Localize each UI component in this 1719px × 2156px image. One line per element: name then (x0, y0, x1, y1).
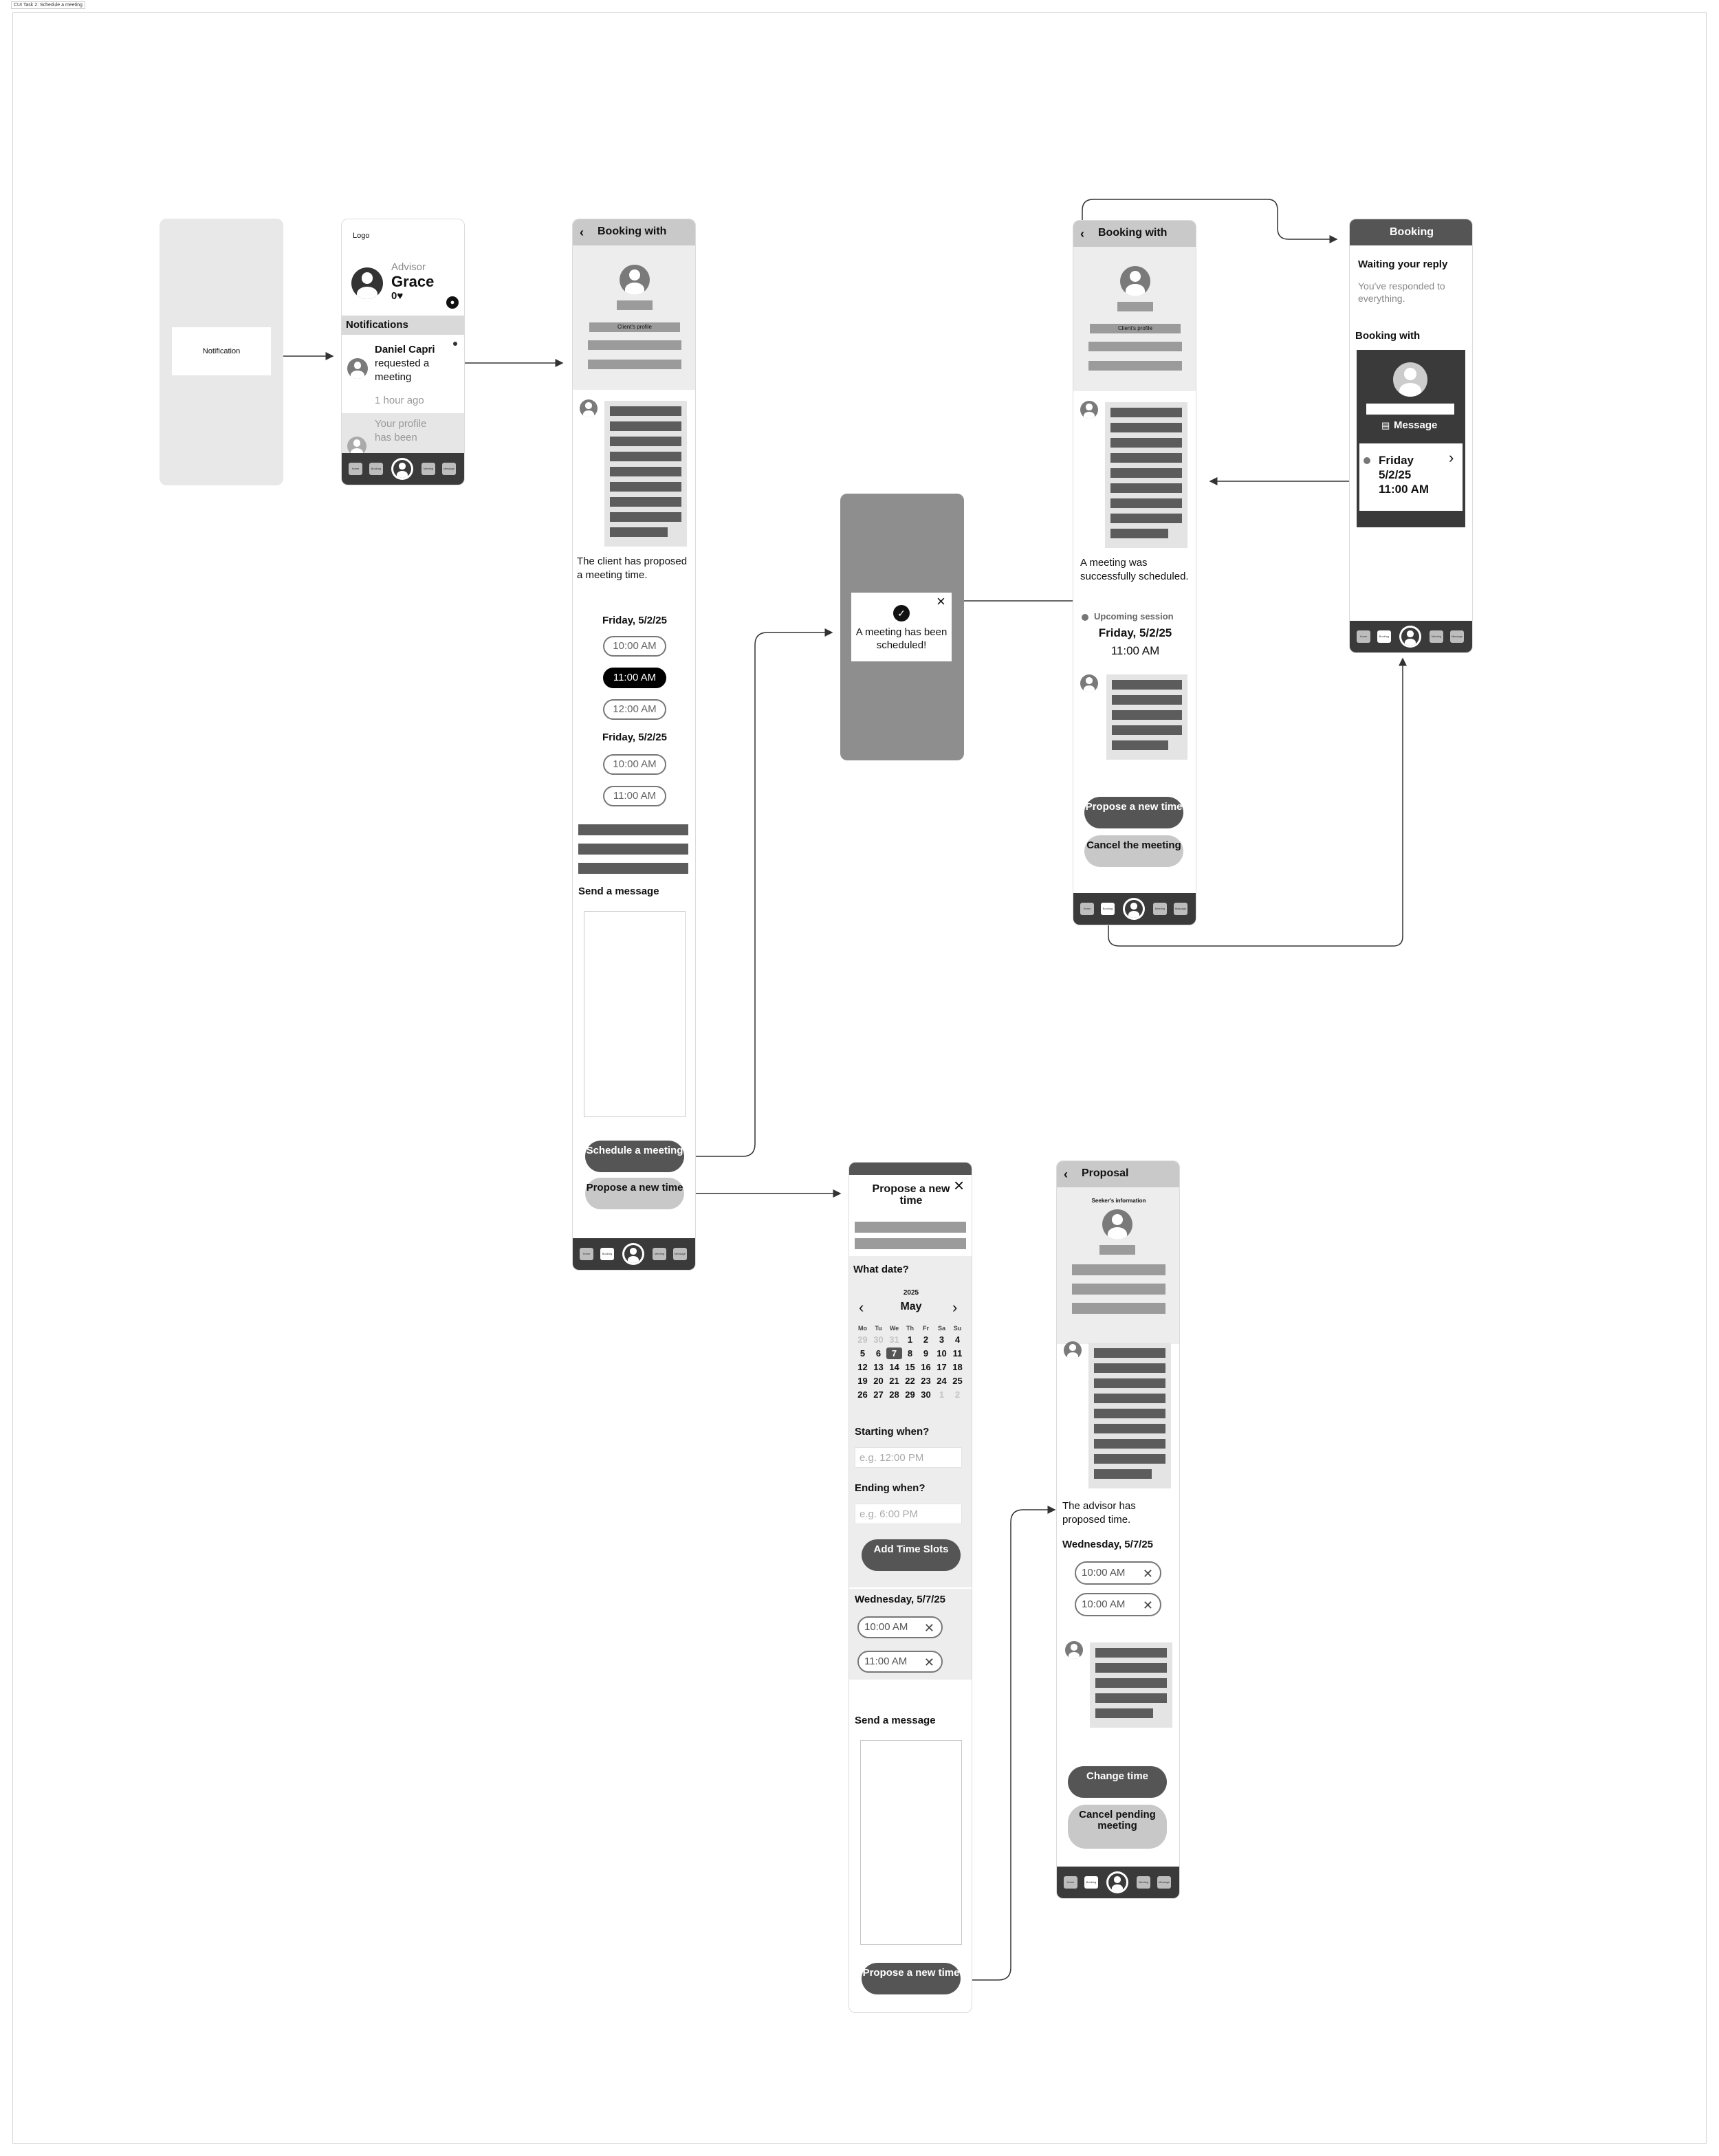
message-line (610, 482, 681, 492)
message-line (1094, 1394, 1165, 1403)
message-line (1094, 1439, 1165, 1449)
client-name-placeholder (1117, 302, 1153, 311)
schedule-meeting-button[interactable]: Schedule a meeting (585, 1141, 684, 1172)
message-line (1095, 1663, 1167, 1673)
back-icon[interactable]: ‹ (1080, 227, 1084, 241)
notification-2-text: Your profile has been (375, 418, 427, 443)
message-line (1110, 438, 1182, 448)
client-info-line (588, 360, 681, 369)
propose-new-time-button[interactable]: Propose a new time (1084, 797, 1183, 828)
advisor-message-avatar (1080, 674, 1098, 692)
remove-slot-icon[interactable]: ✕ (923, 1656, 934, 1669)
client-message-bubble (604, 401, 687, 547)
message-line (610, 421, 681, 431)
calendar-grid (855, 1325, 969, 1400)
info-line (578, 844, 688, 855)
proposal-text: The advisor has proposed time. (1062, 1500, 1136, 1526)
send-message-label: Send a message (855, 1715, 936, 1726)
calendar-day[interactable]: 9 (923, 1348, 929, 1358)
message-line (610, 497, 681, 507)
cancel-meeting-button[interactable]: Cancel the meeting (1084, 835, 1183, 867)
booking-header (573, 219, 695, 245)
calendar-day[interactable]: 24 (937, 1376, 947, 1386)
calendar-day[interactable]: 5 (860, 1348, 866, 1358)
weekday-label: Su (953, 1325, 962, 1332)
calendar-day[interactable]: 4 (954, 1334, 961, 1345)
session-time: 11:00 AM (1379, 483, 1430, 496)
tab-home[interactable]: Home (1064, 1876, 1077, 1889)
waiting-heading: Waiting your reply (1358, 258, 1448, 270)
remove-slot-icon[interactable]: ✕ (923, 1621, 934, 1635)
notification-time: 1 hour ago (375, 395, 424, 406)
remove-slot-icon[interactable]: ✕ (1142, 1567, 1153, 1581)
weekday-label: Tu (875, 1325, 882, 1332)
message-icon[interactable]: ▤ (1381, 420, 1390, 430)
notification-requester[interactable]: Daniel Capri (375, 344, 435, 355)
tab-profile[interactable] (391, 458, 413, 480)
calendar-day[interactable]: 23 (921, 1376, 931, 1386)
booking-with-heading: Booking with (1355, 330, 1421, 342)
slot-time: 10:00 AM (1082, 1567, 1126, 1578)
calendar-day[interactable]: 15 (905, 1362, 915, 1372)
time-slot[interactable]: 12:00 AM (603, 699, 666, 720)
confirmation-text: A meeting has been scheduled! (855, 626, 948, 651)
message-line (1112, 740, 1168, 750)
divider (849, 1587, 972, 1589)
logo: Logo (353, 232, 370, 240)
tab-meeting[interactable]: Meeting (1153, 903, 1167, 915)
client-message-bubble (1105, 402, 1187, 548)
message-line (1095, 1693, 1167, 1703)
tab-message[interactable]: Message (673, 1248, 687, 1260)
client-message-avatar (580, 399, 598, 417)
message-line (610, 527, 668, 537)
proposal-header (1057, 1161, 1179, 1187)
proposal-title: Proposal (1082, 1167, 1129, 1179)
client-info-line (588, 340, 681, 350)
message-line (1112, 695, 1182, 705)
client-avatar (1393, 362, 1427, 397)
session-time: 11:00 AM (1110, 644, 1160, 657)
seeker-message-bubble (1090, 1642, 1172, 1728)
check-icon: ✓ (893, 605, 910, 622)
add-time-slots-button[interactable]: Add Time Slots (862, 1539, 961, 1571)
advisor-name: Grace (391, 273, 435, 290)
added-slot[interactable] (857, 1651, 943, 1673)
tab-booking[interactable]: Booking (1101, 903, 1115, 915)
message-line (610, 467, 681, 476)
tab-home[interactable]: Home (1080, 903, 1094, 915)
time-slot[interactable]: 11:00 AM (603, 786, 666, 806)
weekday-label: Fr (923, 1325, 929, 1332)
requester-avatar (347, 358, 368, 379)
calendar-day[interactable]: 22 (905, 1376, 915, 1386)
message-line (1112, 725, 1182, 735)
chevron-right-icon[interactable]: › (1449, 449, 1454, 466)
tab-meeting[interactable]: Meeting (1137, 1876, 1150, 1889)
start-time-input[interactable]: e.g. 12:00 PM (855, 1447, 962, 1468)
calendar-day[interactable]: 29 (905, 1389, 915, 1400)
booking-list-screen (1349, 219, 1473, 653)
notification-card[interactable]: Notification (172, 327, 271, 375)
upcoming-label: Upcoming session (1094, 611, 1174, 622)
message-line (1110, 483, 1182, 493)
message-line (1095, 1708, 1153, 1718)
calendar-week (855, 1334, 969, 1345)
slot-date: Wednesday, 5/7/25 (855, 1594, 946, 1605)
calendar-day[interactable]: 17 (937, 1362, 947, 1372)
booked-header (1073, 221, 1196, 247)
proposal-screen (1056, 1160, 1180, 1899)
message-textarea[interactable] (860, 1740, 962, 1945)
submit-proposal-button[interactable]: Propose a new time (862, 1963, 961, 1994)
date-group-1: Friday, 5/2/25 (602, 615, 667, 626)
seeker-label: Seeker's information (1091, 1198, 1146, 1204)
calendar-day[interactable]: 30 (921, 1389, 931, 1400)
session-date: Friday, 5/2/25 (1098, 626, 1172, 639)
calendar-week (855, 1348, 969, 1359)
profile-icon (393, 460, 411, 478)
message-line (1094, 1363, 1165, 1373)
calendar-day[interactable]: 29 (857, 1334, 868, 1345)
tab-bar (1057, 1867, 1179, 1898)
message-line (1110, 514, 1182, 523)
back-icon[interactable]: ‹ (1064, 1167, 1068, 1181)
home-screen (341, 219, 465, 485)
slot-time: 11:00 AM (864, 1656, 908, 1667)
client-avatar (1120, 266, 1150, 296)
tab-home[interactable]: Home (580, 1248, 593, 1260)
calendar-week (855, 1361, 969, 1373)
tab-booking[interactable]: Booking (1377, 630, 1391, 643)
message-line (1094, 1378, 1165, 1388)
tab-message[interactable]: Message (1450, 630, 1464, 643)
client-name-placeholder (617, 300, 653, 310)
client-profile-label: Client's profile (1090, 324, 1181, 333)
session-dot (1364, 457, 1370, 464)
slot-time: 10:00 AM (864, 1621, 908, 1633)
message-textarea[interactable] (584, 911, 686, 1117)
message-line (1110, 423, 1182, 432)
calendar-day[interactable]: 11 (952, 1348, 963, 1358)
calendar-day[interactable]: 30 (873, 1334, 884, 1345)
message-line (610, 437, 681, 446)
remove-slot-icon[interactable]: ✕ (1142, 1598, 1153, 1612)
message-line (610, 406, 681, 416)
client-info-line (1088, 342, 1182, 351)
calendar-day[interactable]: 16 (921, 1362, 931, 1372)
booking-title: Booking with (598, 226, 667, 237)
change-time-button[interactable]: Change time (1068, 1766, 1167, 1798)
time-slot[interactable]: 10:00 AM (603, 636, 666, 657)
seeker-message-avatar (1065, 1641, 1083, 1659)
weekday-label: Mo (858, 1325, 867, 1332)
cancel-pending-button[interactable]: Cancel pending meeting (1068, 1805, 1167, 1849)
unread-dot (453, 342, 457, 346)
seeker-info-line (1072, 1303, 1165, 1314)
bell-icon[interactable]: ● (446, 296, 459, 309)
tab-profile[interactable] (1106, 1871, 1128, 1893)
propose-title: Propose a new time (872, 1183, 950, 1207)
message-line (1110, 529, 1168, 538)
end-time-input[interactable]: e.g. 6:00 PM (855, 1504, 962, 1524)
message-line (1095, 1678, 1167, 1688)
calendar-day[interactable]: 1 (939, 1389, 945, 1400)
calendar-month: May (900, 1301, 922, 1312)
confirmation-overlay (840, 494, 964, 760)
profile-icon (624, 1245, 642, 1263)
tab-message[interactable]: Message (1174, 903, 1187, 915)
tab-booking[interactable]: Booking (369, 463, 383, 475)
top-strip (849, 1163, 972, 1175)
time-slot[interactable]: 10:00 AM (603, 754, 666, 775)
calendar-day[interactable]: 3 (939, 1334, 945, 1345)
tab-meeting[interactable]: Meeting (421, 463, 435, 475)
seeker-info-line (1072, 1264, 1165, 1275)
session-date: 5/2/25 (1379, 468, 1412, 481)
message-line (1094, 1424, 1165, 1433)
client-info-line (1088, 361, 1182, 371)
likes-count: 0♥ (391, 290, 404, 302)
calendar-day[interactable]: 26 (857, 1389, 868, 1400)
propose-time-screen (848, 1162, 972, 2013)
tab-profile[interactable] (1399, 626, 1421, 648)
ending-label: Ending when? (855, 1482, 926, 1494)
message-line (1110, 498, 1182, 508)
tab-home[interactable]: Home (349, 463, 362, 475)
message-line (1112, 710, 1182, 720)
message-link[interactable]: Message (1394, 419, 1438, 431)
calendar-day[interactable]: 20 (873, 1376, 884, 1386)
profile-icon (1401, 628, 1419, 646)
advisor-message-bubble (1106, 674, 1187, 760)
proposed-slot[interactable] (1075, 1561, 1161, 1585)
date-group-2: Friday, 5/2/25 (602, 732, 667, 743)
message-line (1095, 1648, 1167, 1658)
tab-message[interactable]: Message (442, 463, 456, 475)
info-line (855, 1238, 966, 1249)
tab-booking[interactable]: Booking (1084, 1876, 1098, 1889)
tab-home[interactable]: Home (1357, 630, 1370, 643)
advisor-message-avatar (1064, 1341, 1082, 1359)
booking-card[interactable] (1357, 350, 1465, 527)
message-line (610, 452, 681, 461)
calendar-day[interactable]: 28 (889, 1389, 899, 1400)
calendar-week (855, 1375, 969, 1387)
booked-title: Booking with (1098, 227, 1168, 239)
calendar-day[interactable]: 2 (954, 1389, 961, 1400)
calendar-day[interactable]: 6 (875, 1348, 882, 1358)
calendar-day[interactable]: 21 (889, 1376, 899, 1386)
chevron-right-icon[interactable]: › (952, 1299, 958, 1316)
slot-time: 10:00 AM (1082, 1598, 1126, 1610)
upcoming-dot (1082, 614, 1088, 621)
session-day: Friday (1379, 454, 1414, 467)
proposal-text: The client has proposed a meeting time. (577, 556, 688, 581)
booking-screen (572, 219, 696, 1270)
advisor-avatar (351, 267, 383, 299)
notification-text[interactable]: requested a meeting (375, 358, 430, 383)
info-line (855, 1222, 966, 1233)
seeker-avatar (1102, 1209, 1132, 1240)
message-line (1094, 1348, 1165, 1358)
calendar-day[interactable]: 2 (923, 1334, 929, 1345)
info-line (578, 863, 688, 874)
role-label: Advisor (391, 261, 426, 273)
tab-bar (1073, 893, 1196, 925)
close-icon[interactable]: × (937, 593, 945, 610)
success-text: A meeting was successfully scheduled. (1080, 557, 1189, 582)
tab-bar (573, 1238, 695, 1270)
booked-screen (1073, 220, 1196, 925)
calendar-day[interactable]: 10 (937, 1348, 947, 1358)
calendar-day[interactable]: 14 (889, 1362, 899, 1372)
tab-booking[interactable]: Booking (600, 1248, 614, 1260)
calendar-day[interactable]: 25 (952, 1376, 963, 1386)
calendar-day[interactable]: 13 (873, 1362, 884, 1372)
client-profile-label: Client's profile (589, 322, 680, 332)
calendar-day-selected[interactable]: 7 (886, 1348, 902, 1359)
calendar-day[interactable]: 18 (952, 1362, 963, 1372)
calendar-day[interactable]: 12 (857, 1362, 868, 1372)
propose-new-time-button[interactable]: Propose a new time (585, 1178, 684, 1209)
profile-icon (1125, 900, 1143, 918)
notification-screen (160, 219, 283, 485)
calendar-weeks (855, 1334, 969, 1400)
tab-profile[interactable] (622, 1243, 644, 1265)
send-message-label: Send a message (578, 886, 659, 897)
calendar-day[interactable]: 31 (889, 1334, 899, 1345)
frame-label: CUI Task 2: Schedule a meeting (11, 1, 85, 9)
what-date-label: What date? (853, 1264, 909, 1275)
weekday-label: We (889, 1325, 899, 1332)
profile-icon (1108, 1873, 1126, 1891)
chevron-left-icon[interactable]: ‹ (859, 1299, 864, 1316)
calendar-year: 2025 (903, 1289, 919, 1297)
weekday-row (855, 1325, 969, 1332)
message-line (1112, 680, 1182, 690)
calendar-day[interactable]: 1 (907, 1334, 913, 1345)
seeker-info-line (1072, 1284, 1165, 1295)
tab-message[interactable]: Message (1157, 1876, 1171, 1889)
tab-meeting[interactable]: Meeting (653, 1248, 666, 1260)
info-line (578, 824, 688, 835)
responded-text: You've responded to everything. (1358, 280, 1445, 304)
notification-item-2[interactable] (342, 413, 465, 454)
confirmation-modal (851, 593, 952, 661)
session-slot[interactable] (1359, 443, 1463, 511)
seeker-name-placeholder (1099, 1245, 1135, 1255)
weekday-label: Th (906, 1325, 914, 1332)
client-avatar (620, 265, 650, 295)
booking-list-header: Booking (1350, 219, 1473, 245)
tab-meeting[interactable]: Meeting (1430, 630, 1443, 643)
message-line (1110, 408, 1182, 417)
close-icon[interactable]: × (954, 1175, 965, 1196)
back-icon[interactable]: ‹ (580, 226, 584, 239)
message-line (1110, 468, 1182, 478)
calendar-day[interactable]: 8 (907, 1348, 913, 1358)
advisor-message-bubble (1088, 1343, 1171, 1488)
tab-bar (1350, 621, 1472, 652)
client-name-bar (1366, 404, 1454, 415)
calendar-day[interactable]: 19 (857, 1376, 868, 1386)
client-message-avatar (1080, 401, 1098, 419)
proposed-slot[interactable] (1075, 1593, 1161, 1616)
proposal-date: Wednesday, 5/7/25 (1062, 1539, 1154, 1550)
message-line (1094, 1454, 1165, 1464)
weekday-label: Sa (937, 1325, 945, 1332)
calendar-week (855, 1389, 969, 1400)
tab-profile[interactable] (1123, 898, 1145, 920)
message-line (1094, 1469, 1152, 1479)
time-slot-selected[interactable]: 11:00 AM (603, 668, 666, 688)
added-slot[interactable] (857, 1616, 943, 1638)
notifications-heading: Notifications (342, 316, 465, 335)
message-line (1094, 1409, 1165, 1418)
calendar-day[interactable]: 27 (873, 1389, 884, 1400)
starting-label: Starting when? (855, 1426, 930, 1438)
message-line (1110, 453, 1182, 463)
message-line (610, 512, 681, 522)
tab-bar (342, 453, 464, 485)
